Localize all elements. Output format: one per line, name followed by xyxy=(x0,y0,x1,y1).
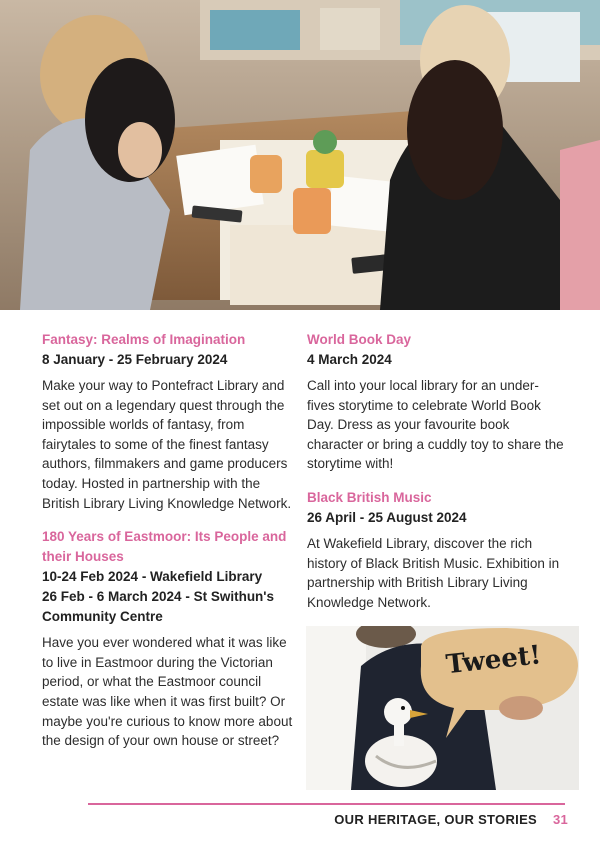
hero-photo-workshop xyxy=(0,0,600,310)
event-title: World Book Day xyxy=(307,332,412,347)
event-title: Black British Music xyxy=(307,489,432,505)
left-column xyxy=(42,330,294,765)
sign-text: Tweet! xyxy=(444,640,543,681)
right-column xyxy=(307,330,565,626)
event-date: 26 Feb - 6 March 2024 - St Swithun's Community Centre xyxy=(42,589,275,625)
event-title: 180 Years of Eastmoor: Its People and their Houses xyxy=(42,529,287,565)
event-date: 8 January - 25 February 2024 xyxy=(42,352,228,367)
event-fantasy xyxy=(42,330,294,513)
event-black-british-music xyxy=(307,488,565,612)
tweet-sign-photo xyxy=(306,626,579,790)
event-date: 10-24 Feb 2024 - Wakefield Library xyxy=(42,569,263,585)
page-footer xyxy=(334,812,568,827)
event-eastmoor xyxy=(42,527,294,751)
footer-divider xyxy=(88,803,565,805)
event-description: Have you ever wondered what it was like to live in Eastmoor during the Victorian period, or what the Eastmoor council estate was like when it was first built? Or maybe you're curious to know more about the design of your own house or street? xyxy=(42,635,293,749)
event-date: 26 April - 25 August 2024 xyxy=(307,509,467,525)
event-title: Fantasy: Realms of Imagination xyxy=(42,332,246,347)
page-number: 31 xyxy=(552,812,568,827)
event-date: 4 March 2024 xyxy=(307,352,392,367)
event-description: Call into your local library for an under-fives storytime to celebrate World Book Day. Dress as your favourite book character or bring a cuddly toy to share the storytime with! xyxy=(307,378,564,472)
event-description: Make your way to Pontefract Library and set out on a legendary quest through the impossible worlds of fantasy, from fairytales to some of the finest fantasy authors, filmmakers and game producers today. Hosted in partnership with the British Library Living Knowledge Network. xyxy=(42,378,292,511)
event-description: At Wakefield Library, discover the rich history of Black British Music. Exhibition in partnership with British Library Living Knowledge Network. xyxy=(307,535,560,610)
event-world-book-day xyxy=(307,330,565,474)
footer-title: OUR HERITAGE, OUR STORIES xyxy=(334,812,538,827)
